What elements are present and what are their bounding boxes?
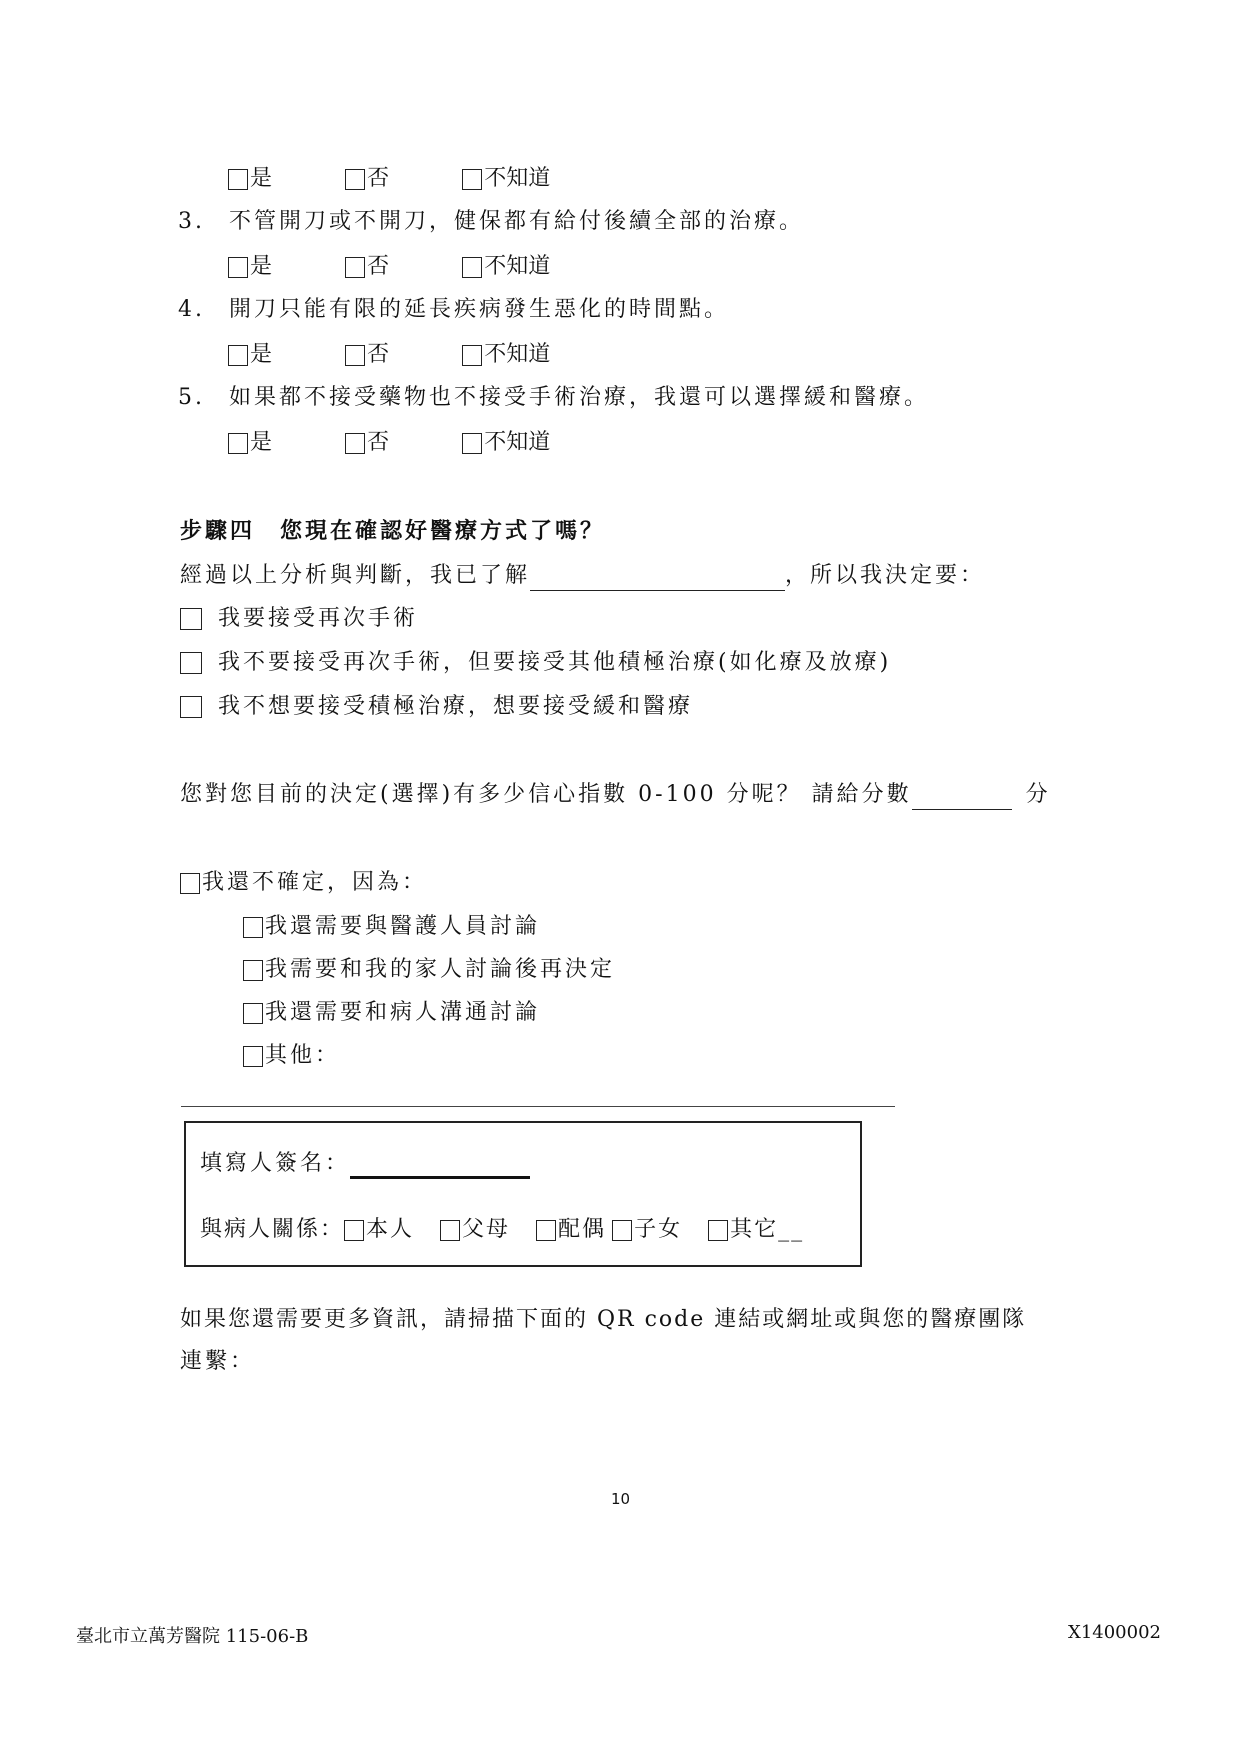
question-text: 不管開刀或不開刀，健保都有給付後續全部的治療。 <box>229 209 805 234</box>
signature-blank[interactable] <box>350 1152 530 1179</box>
question-number: 5. <box>178 385 205 410</box>
checkbox[interactable] <box>708 1220 728 1241</box>
checkbox[interactable] <box>243 917 263 938</box>
step4-title: 步驟四 您現在確認好醫療方式了嗎？ <box>180 518 606 544</box>
options-row-q3 <box>228 252 550 282</box>
signer-signature: 填寫人簽名： <box>200 1149 530 1179</box>
option-yes[interactable]: 是 <box>228 428 272 458</box>
option-yes[interactable]: 是 <box>228 340 272 370</box>
checkbox[interactable] <box>243 1046 263 1067</box>
checkbox[interactable] <box>228 433 248 454</box>
checkbox[interactable] <box>180 696 202 718</box>
checkbox[interactable] <box>462 257 482 278</box>
choice-other-active-treatment[interactable]: 我不要接受再次手術，但要接受其他積極治療(如化療及放療) <box>180 648 891 678</box>
options-row-q4 <box>228 340 550 370</box>
question-5 <box>178 383 929 413</box>
relation-spouse[interactable]: 配偶 <box>536 1215 606 1245</box>
divider-line <box>181 1106 895 1107</box>
reason-discuss-medical-staff[interactable]: 我還需要與醫護人員討論 <box>243 912 540 942</box>
choice-palliative-care[interactable]: 我不想要接受積極治療，想要接受緩和醫療 <box>180 692 693 722</box>
checkbox[interactable] <box>180 608 202 630</box>
checkbox[interactable] <box>243 960 263 981</box>
checkbox[interactable] <box>228 345 248 366</box>
unsure-option[interactable]: 我還不確定，因為： <box>180 868 427 898</box>
checkbox[interactable] <box>344 1220 364 1241</box>
checkbox[interactable] <box>462 169 482 190</box>
footer-document-id: X1400002 <box>1068 1622 1161 1643</box>
checkbox[interactable] <box>345 169 365 190</box>
question-text: 開刀只能有限的延長疾病發生惡化的時間點。 <box>229 297 730 322</box>
understanding-blank[interactable] <box>530 566 785 591</box>
choice-surgery[interactable]: 我要接受再次手術 <box>180 604 418 634</box>
question-number: 4. <box>178 297 205 322</box>
relation-self[interactable]: 本人 <box>344 1215 414 1245</box>
checkbox[interactable] <box>228 169 248 190</box>
checkbox[interactable] <box>243 1003 263 1024</box>
options-row-q2 <box>228 164 550 194</box>
options-row-q5 <box>228 428 550 458</box>
question-4 <box>178 295 729 325</box>
option-yes[interactable]: 是 <box>228 164 272 194</box>
question-number: 3. <box>178 209 205 234</box>
confidence-question: 您對您目前的決定(選擇)有多少信心指數 0-100 分呢？ 請給分數 分 <box>180 780 1051 810</box>
checkbox[interactable] <box>345 257 365 278</box>
relation-other[interactable]: 其它__ <box>708 1215 804 1245</box>
reason-other[interactable]: 其他： <box>243 1041 340 1071</box>
checkbox[interactable] <box>612 1220 632 1241</box>
checkbox[interactable] <box>462 345 482 366</box>
option-unknown[interactable]: 不知道 <box>462 340 550 370</box>
page-number: 10 <box>611 1490 631 1508</box>
signature-box <box>184 1121 862 1267</box>
option-no[interactable]: 否 <box>345 428 389 458</box>
checkbox[interactable] <box>228 257 248 278</box>
score-blank[interactable] <box>912 785 1012 810</box>
question-3 <box>178 207 804 237</box>
question-text: 如果都不接受藥物也不接受手術治療，我還可以選擇緩和醫療。 <box>229 385 930 410</box>
footer-hospital-code: 臺北市立萬芳醫院 115-06-B <box>76 1626 309 1647</box>
option-unknown[interactable]: 不知道 <box>462 252 550 282</box>
relation-row: 與病人關係： 本人 父母 配偶 子女 其它__ <box>200 1215 804 1245</box>
relation-parents[interactable]: 父母 <box>440 1215 510 1245</box>
more-info-line-1: 如果您還需要更多資訊，請掃描下面的 QR code 連結或網址或與您的醫療團隊 <box>180 1307 1027 1332</box>
checkbox[interactable] <box>462 433 482 454</box>
option-no[interactable]: 否 <box>345 164 389 194</box>
checkbox[interactable] <box>345 345 365 366</box>
option-unknown[interactable]: 不知道 <box>462 164 550 194</box>
option-unknown[interactable]: 不知道 <box>462 428 550 458</box>
option-yes[interactable]: 是 <box>228 252 272 282</box>
option-no[interactable]: 否 <box>345 340 389 370</box>
checkbox[interactable] <box>345 433 365 454</box>
step4-intro: 經過以上分析與判斷，我已了解 ，所以我決定要： <box>180 561 985 591</box>
checkbox[interactable] <box>536 1220 556 1241</box>
option-no[interactable]: 否 <box>345 252 389 282</box>
more-info-line-2: 連繫： <box>180 1349 256 1374</box>
checkbox[interactable] <box>180 652 202 674</box>
relation-children[interactable]: 子女 <box>612 1215 682 1245</box>
checkbox[interactable] <box>180 873 200 894</box>
reason-discuss-family[interactable]: 我需要和我的家人討論後再決定 <box>243 955 615 985</box>
reason-discuss-patient[interactable]: 我還需要和病人溝通討論 <box>243 998 540 1028</box>
checkbox[interactable] <box>440 1220 460 1241</box>
